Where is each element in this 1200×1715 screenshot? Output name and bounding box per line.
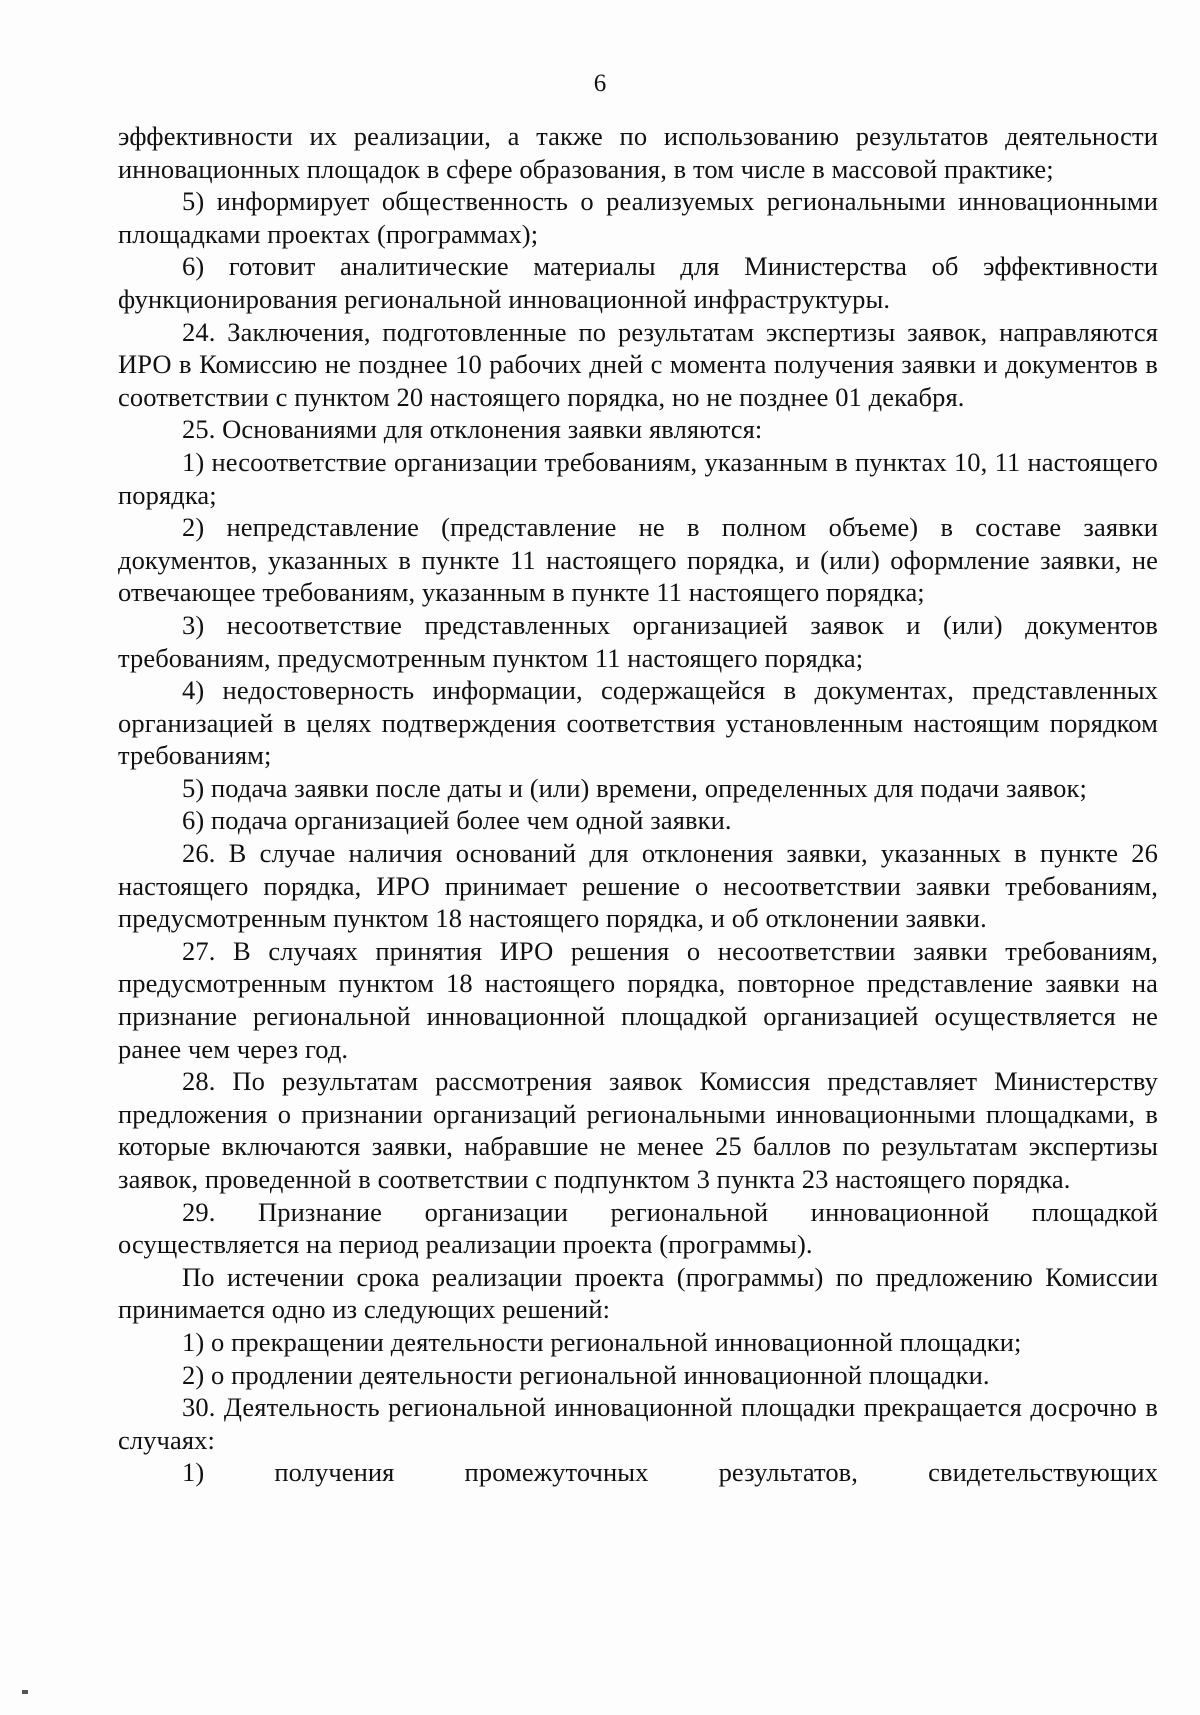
paragraph-decision-item-1: 1) о прекращении деятельности региональной инновационной площадки; [182, 1326, 1022, 1357]
document-body [118, 120, 1158, 1489]
paragraph-clause-26: 26. В случае наличия оснований для отклонения заявки, указанных в пункте 26 настоящего порядка, ИРО принимает решение о несоответствии заявки требованиям, предусмотренным пунктом 18 настоящего порядка, и об отклонении заявки. [118, 838, 1158, 934]
paragraph-clause-25-item-3: 3) несоответствие представленных организацией заявок и (или) документов требованиям, предусмотренным пунктом 11 настоящего порядка; [118, 609, 1158, 673]
paragraph-item-6-prepares: 6) готовит аналитические материалы для Министерства об эффективности функционирования региональной инновационной инфраструктуры. [118, 251, 1158, 314]
scan-mark [22, 1690, 28, 1694]
paragraph-item-5-informs: 5) информирует общественность о реализуемых региональными инновационными площадками проектах (программах); [118, 186, 1158, 249]
paragraph-clause-25: 25. Основаниями для отклонения заявки являются: [182, 414, 763, 445]
page-number: 6 [593, 70, 607, 97]
paragraph-clause-27: 27. В случаях принятия ИРО решения о несоответствии заявки требованиям, предусмотренным пунктом 18 настоящего порядка, повторное представление заявки на признание региональной инновационной площадкой организацией осуществляется не ранее чем через год. [118, 935, 1158, 1064]
paragraph-clause-29-decision: По истечении срока реализации проекта (программы) по предложению Комиссии принимается одно из следующих решений: [118, 1261, 1158, 1325]
paragraph-clause-25-item-2: 2) непредставление (представление не в полном объеме) в составе заявки документов, указанных в пункте 11 настоящего порядка, и (или) оформление заявки, не отвечающее требованиям, указанным в пункте 11 настоящего порядка; [118, 512, 1158, 608]
paragraph-continuation: эффективности их реализации, а также по использованию результатов деятельности инновационных площадок в сфере образования, в том числе в массовой практике; [118, 121, 1158, 184]
paragraph-clause-29: 29. Признание организации региональной инновационной площадкой осуществляется на период реализации проекта (программы). [118, 1196, 1158, 1260]
paragraph-clause-28: 28. По результатам рассмотрения заявок Комиссия представляет Министерству предложения о признании организаций региональными инновационными площадками, в которые включаются заявки, набравшие не менее 25 баллов по результатам экспертизы заявок, проведенной в соответствии с подпунктом 3 пункта 23 настоящего порядка. [118, 1066, 1158, 1194]
paragraph-clause-30: 30. Деятельность региональной инновационной площадки прекращается досрочно в случаях: [118, 1392, 1158, 1455]
paragraph-decision-item-2: 2) о продлении деятельности региональной инновационной площадки. [182, 1359, 990, 1390]
paragraph-clause-30-item-1: 1) получения промежуточных результатов, свидетельствующих [182, 1457, 1158, 1488]
paragraph-clause-24: 24. Заключения, подготовленные по результатам экспертизы заявок, направляются ИРО в Комиссию не позднее 10 рабочих дней с момента получения заявки и документов в соответствии с пунктом 20 настоящего порядка, но не позднее 01 декабря. [118, 316, 1158, 412]
paragraph-clause-25-item-6: 6) подача организацией более чем одной заявки. [182, 805, 732, 836]
paragraph-clause-25-item-1: 1) несоответствие организации требованиям, указанным в пунктах 10, 11 настоящего порядка; [118, 446, 1158, 510]
paragraph-clause-25-item-5: 5) подача заявки после даты и (или) времени, определенных для подачи заявок; [182, 772, 1087, 803]
paragraph-clause-25-item-4: 4) недостоверность информации, содержащейся в документах, представленных организацией в целях подтверждения соответствия установленным настоящим порядком требованиям; [118, 675, 1158, 771]
